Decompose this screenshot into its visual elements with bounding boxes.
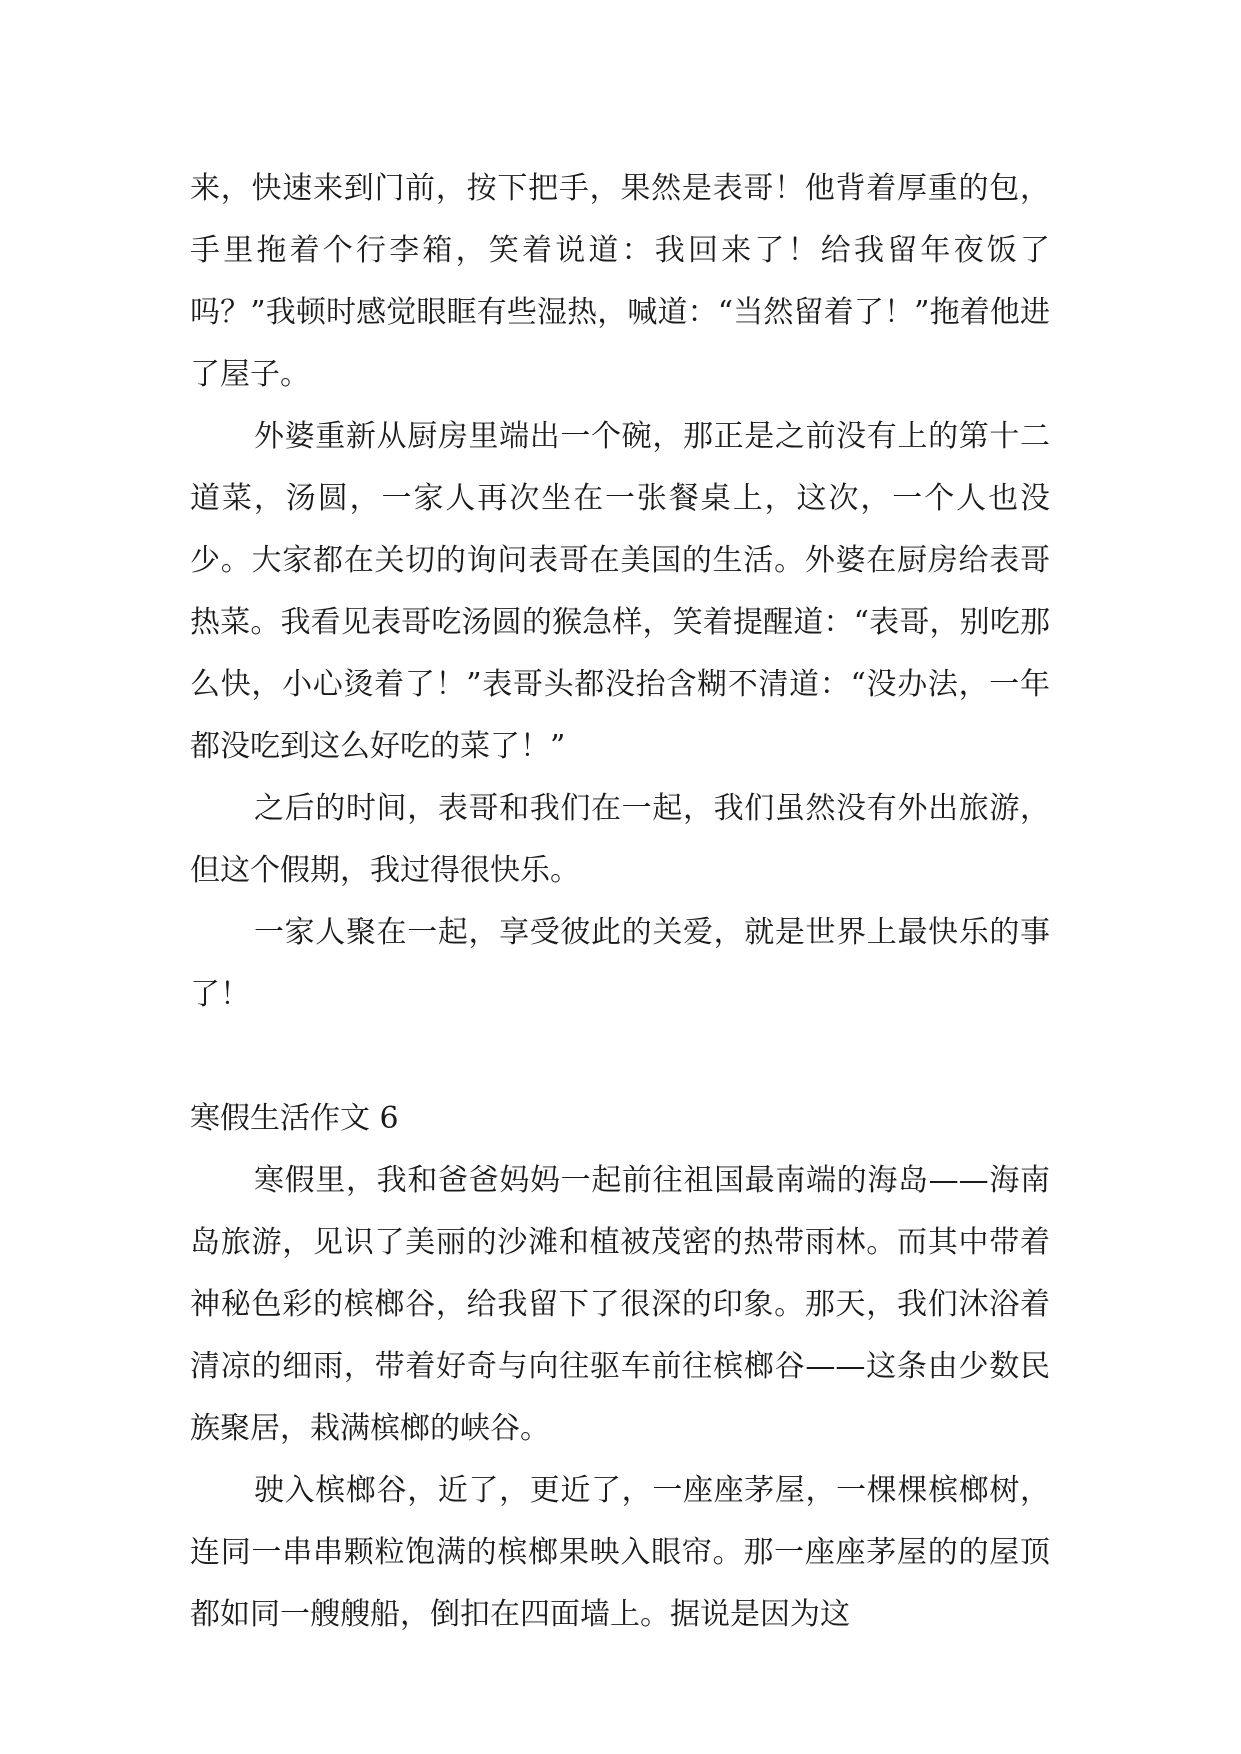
section-title: 寒假生活作文 6 bbox=[190, 1101, 399, 1136]
paragraph: 一家人聚在一起，享受彼此的关爱，就是世界上最快乐的事了！ bbox=[190, 915, 1050, 1012]
continuation-paragraph: 来，快速来到门前，按下把手，果然是表哥！他背着厚重的包，手里拖着个行李箱，笑着说道：我回来了！给我留年夜饭了吗？”我顿时感觉眼眶有些湿热，喊道：“当然留着了！”拖着他进了屋子。 bbox=[190, 171, 1050, 392]
paragraph: 外婆重新从厨房里端出一个碗，那正是之前没有上的第十二道菜，汤圆，一家人再次坐在一张餐桌上，这次，一个人也没少。大家都在关切的询问表哥在美国的生活。外婆在厨房给表哥热菜。我看见表哥吃汤圆的猴急样，笑着提醒道：“表哥，别吃那么快，小心烫着了！”表哥头都没抬含糊不清道：“没办法，一年都没吃到这么好吃的菜了！” bbox=[190, 419, 1050, 764]
paragraph: 寒假里，我和爸爸妈妈一起前往祖国最南端的海岛——海南岛旅游，见识了美丽的沙滩和植被茂密的热带雨林。而其中带着神秘色彩的槟榔谷，给我留下了很深的印象。那天，我们沐浴着清凉的细雨，带着好奇与向往驱车前往槟榔谷——这条由少数民族聚居，栽满槟榔的峡谷。 bbox=[190, 1163, 1050, 1446]
paragraph: 驶入槟榔谷，近了，更近了，一座座茅屋，一棵棵槟榔树，连同一串串颗粒饱满的槟榔果映入眼帘。那一座座茅屋的的屋顶都如同一艘艘船，倒扣在四面墙上。据说是因为这 bbox=[190, 1473, 1050, 1632]
paragraph: 之后的时间，表哥和我们在一起，我们虽然没有外出旅游，但这个假期，我过得很快乐。 bbox=[190, 791, 1050, 888]
document-body bbox=[190, 158, 1050, 1646]
